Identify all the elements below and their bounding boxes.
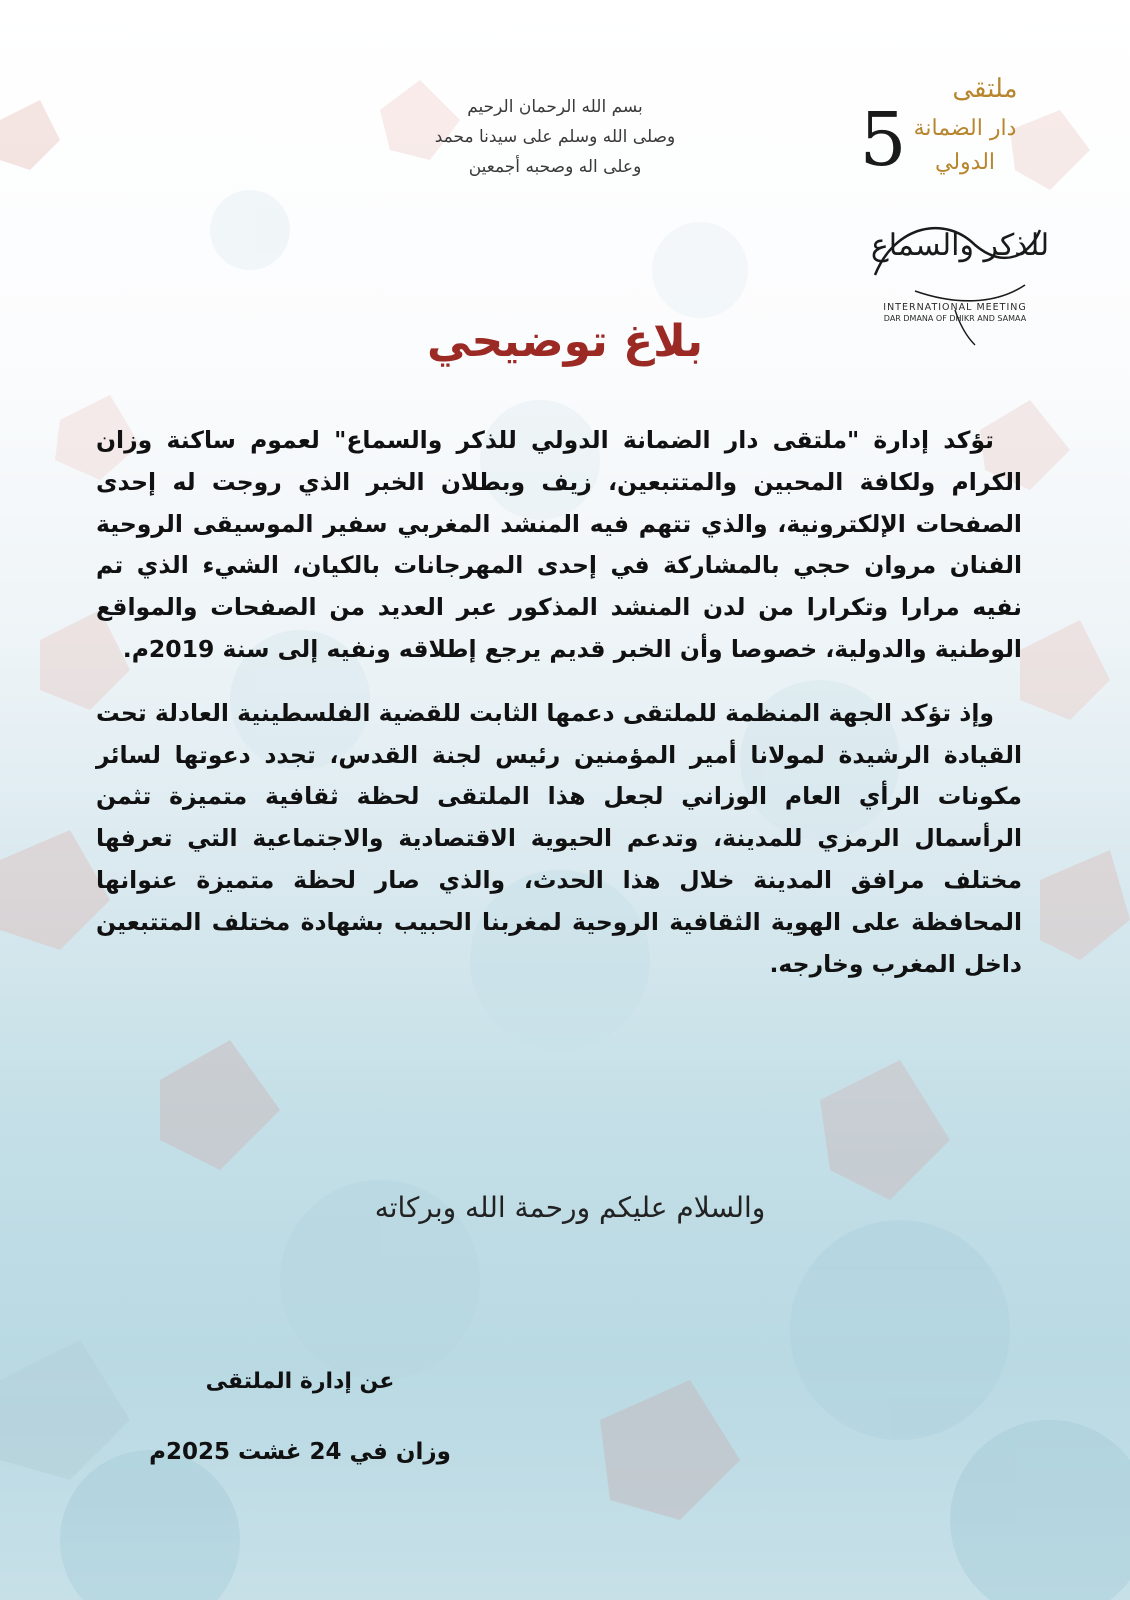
- logo-line-3: الدولي: [934, 150, 996, 175]
- page-title: بلاغ توضيحي: [426, 316, 704, 367]
- logo-line-1: ملتقى: [952, 74, 1018, 104]
- salat-line-2: وعلى اله وصحبه أجمعين: [468, 157, 642, 177]
- logo-line-2: دار الضمانة: [913, 116, 1017, 141]
- letter-body: [96, 420, 1022, 985]
- body-paragraph-2: وإذ تؤكد الجهة المنظمة للملتقى دعمها الثابت للقضية الفلسطينية العادلة تحت القيادة الرشيدة لمولانا أمير المؤمنين رئيس لجنة القدس، تجدد دعوتها لسائر مكونات الرأي العام الوزاني لجعل هذا الملتقى لحظة ثقافية متميزة تثمن الرأسمال الرمزي للمدينة، وتدعم الحيوية الاقتصادية والاجتماعية التي تعرفها مختلف مرافق المدينة خلال هذا الحدث، والذي صار لحظة متميزة عنوانها المحافظة على الهوية الثقافية الروحية لمغربنا الحبيب بشهادة مختلف المتتبعين داخل المغرب وخارجه.: [96, 698, 1022, 978]
- logo-number: 5: [859, 97, 907, 183]
- salat-line-1: وصلى الله وسلم على سيدنا محمد: [434, 127, 676, 147]
- basmala: بسم الله الرحمان الرحيم: [467, 97, 643, 117]
- logo-caption-line-1: INTERNATIONAL MEETING: [883, 302, 1027, 313]
- logo-caption: [852, 302, 1058, 324]
- religious-header: [370, 92, 740, 182]
- body-paragraph-1: تؤكد إدارة "ملتقى دار الضمانة الدولي للذكر والسماع" لعموم ساكنة وزان الكرام ولكافة المحبين والمتتبعين، زيف وبطلان الخبر الذي روجت له إحدى الصفحات الإلكترونية، والذي تتهم فيه المنشد المغربي سفير الموسيقى الروحية الفنان مروان حجي بالمشاركة في إحدى المهرجانات بالكيان، الشيء الذي تم نفيه مرارا وتكرارا من لدن المنشد المذكور عبر العديد من الصفحات والمواقع الوطنية والدولية، خصوصا وأن الخبر قديم يرجع إطلاقه ونفيه إلى سنة 2019م.: [96, 426, 1022, 663]
- logo-line-4: للذكر والسماع: [870, 228, 1050, 263]
- signature-date: وزان في 24 غشت 2025م: [149, 1439, 451, 1465]
- signature-from: عن إدارة الملتقى: [205, 1369, 395, 1394]
- logo-caption-line-2: DAR DMANA OF DHIKR AND SAMAA: [883, 314, 1027, 323]
- closing-salutation: والسلام عليكم ورحمة الله وبركاته: [374, 1191, 766, 1224]
